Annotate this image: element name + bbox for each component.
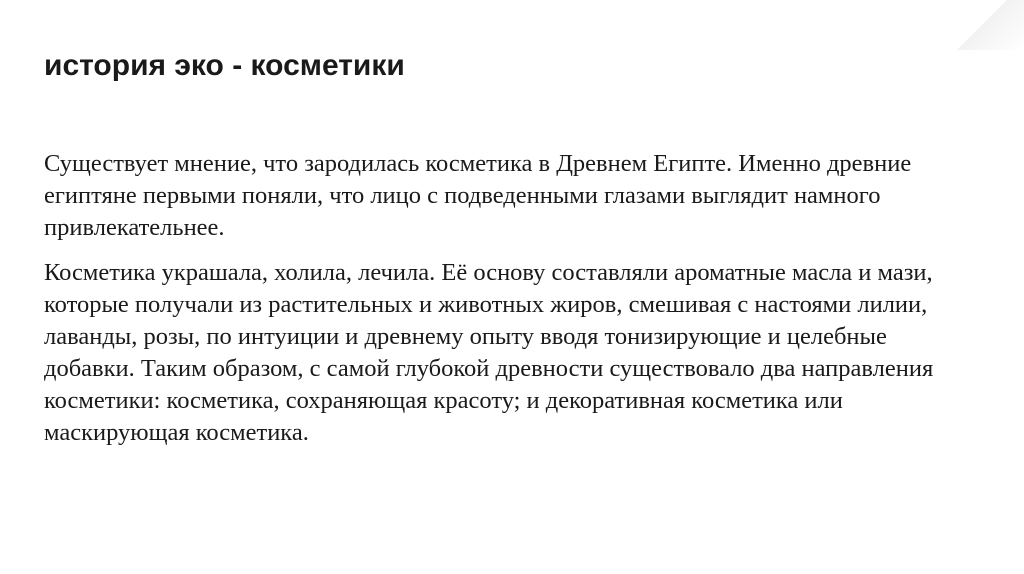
slide-title: история эко - косметики (44, 49, 405, 82)
page-corner-decoration (904, 0, 1024, 50)
paragraph-cosmetics-history: Косметика украшала, холила, лечила. Её основу составляли ароматные масла и мази, которые получали из растительных и животных жиров, смешивая с настоями лилии, лаванды, розы, по интуиции и древнему опыту вводя тонизирующие и целебные добавки. Таким образом, с самой глубокой древности существовало два направления косметики: косметика, сохраняющая красоту; и декоративная косметика или маскирующая косметика. (44, 259, 934, 446)
paragraph-egypt-origin: Существует мнение, что зародилась косметика в Древнем Египте. Именно древние египтяне первыми поняли, что лицо с подведенными глазами выглядит намного привлекательнее. (44, 150, 912, 241)
slide-body (44, 148, 974, 449)
